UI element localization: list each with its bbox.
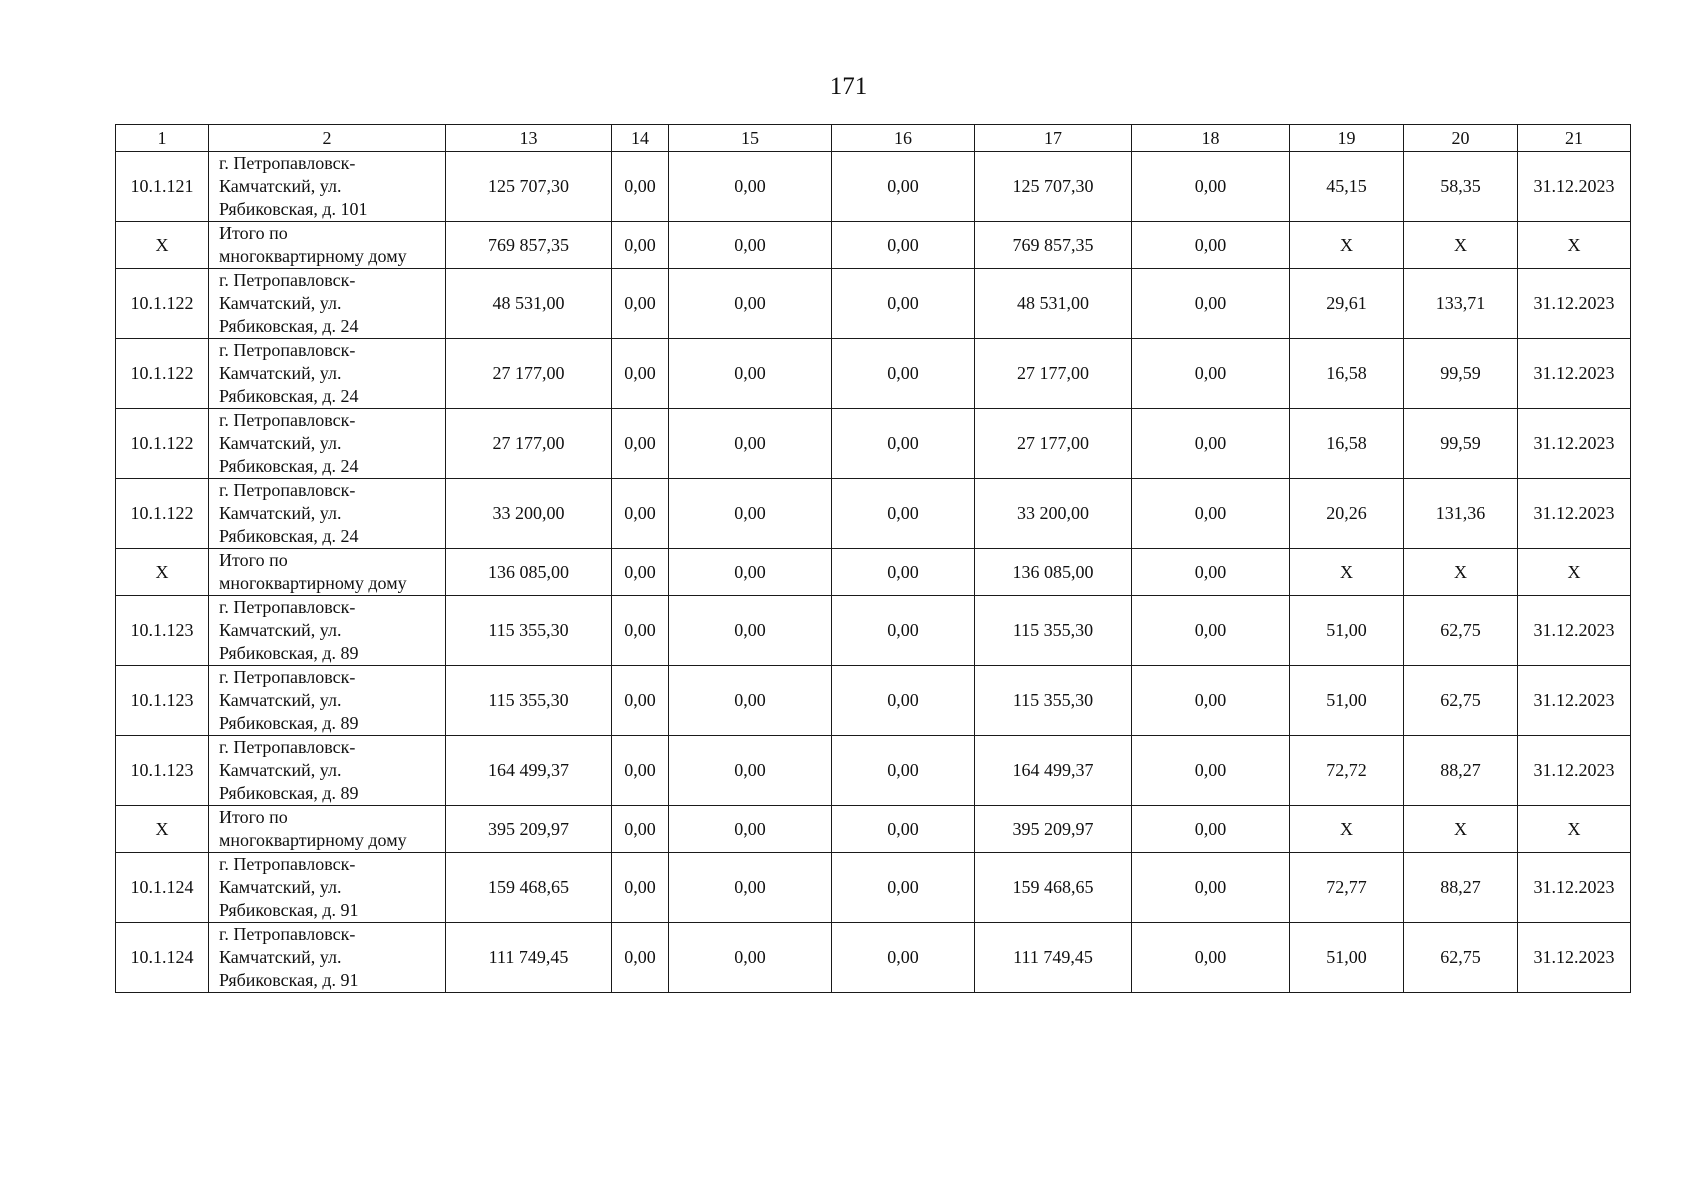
table-cell: X (1290, 806, 1404, 853)
table-cell: 62,75 (1404, 666, 1518, 736)
cell-text-line: Камчатский, ул. (219, 760, 342, 780)
table-cell: 27 177,00 (975, 409, 1132, 479)
table-cell: 16,58 (1290, 409, 1404, 479)
cell-text-line: Камчатский, ул. (219, 503, 342, 523)
column-header: 19 (1290, 125, 1404, 152)
table-cell (209, 596, 446, 666)
cell-text-line: Камчатский, ул. (219, 433, 342, 453)
table-cell: X (1518, 222, 1631, 269)
table-cell: 10.1.122 (116, 479, 209, 549)
table-cell: 0,00 (832, 549, 975, 596)
table-cell: 31.12.2023 (1518, 923, 1631, 993)
table-cell: 111 749,45 (446, 923, 612, 993)
table-cell: 395 209,97 (975, 806, 1132, 853)
table-cell: X (116, 549, 209, 596)
table-cell: 0,00 (669, 222, 832, 269)
table-cell: 0,00 (832, 806, 975, 853)
table-cell: 0,00 (1132, 806, 1290, 853)
column-header: 20 (1404, 125, 1518, 152)
table-cell: 0,00 (669, 269, 832, 339)
table-cell: 31.12.2023 (1518, 596, 1631, 666)
table-cell: 45,15 (1290, 152, 1404, 222)
cell-text-line: Камчатский, ул. (219, 363, 342, 383)
table-cell: 0,00 (832, 409, 975, 479)
column-header: 1 (116, 125, 209, 152)
table-cell (209, 736, 446, 806)
table-cell: X (1518, 549, 1631, 596)
table-cell: 88,27 (1404, 853, 1518, 923)
table-cell: X (1404, 549, 1518, 596)
table-cell: X (1290, 222, 1404, 269)
table-cell: 0,00 (669, 666, 832, 736)
table-cell: 159 468,65 (446, 853, 612, 923)
table-cell: 0,00 (669, 853, 832, 923)
table-row (116, 666, 1631, 736)
table-cell: 0,00 (832, 222, 975, 269)
cell-text-line: Рябиковская, д. 24 (219, 386, 359, 406)
column-header: 16 (832, 125, 975, 152)
table-cell: 395 209,97 (446, 806, 612, 853)
table-cell: 0,00 (612, 152, 669, 222)
column-header: 14 (612, 125, 669, 152)
table-cell: 0,00 (669, 596, 832, 666)
table-cell: 10.1.121 (116, 152, 209, 222)
cell-text-line: Рябиковская, д. 89 (219, 643, 359, 663)
table-cell: 0,00 (669, 339, 832, 409)
table-cell: 31.12.2023 (1518, 152, 1631, 222)
table-cell: 0,00 (1132, 269, 1290, 339)
table-row (116, 853, 1631, 923)
table-cell: 0,00 (1132, 923, 1290, 993)
table-cell: 0,00 (832, 666, 975, 736)
table-cell: 10.1.122 (116, 409, 209, 479)
table-cell: 27 177,00 (446, 409, 612, 479)
cell-text-line: Итого по (219, 550, 288, 570)
table-cell: X (1290, 549, 1404, 596)
table-cell: 31.12.2023 (1518, 666, 1631, 736)
table-cell: X (1518, 806, 1631, 853)
table-cell: 115 355,30 (446, 596, 612, 666)
table-cell: 33 200,00 (446, 479, 612, 549)
table-cell: 769 857,35 (975, 222, 1132, 269)
table-row (116, 923, 1631, 993)
table-cell: 0,00 (1132, 666, 1290, 736)
cell-text-line: Рябиковская, д. 24 (219, 526, 359, 546)
table-header (116, 125, 1631, 152)
table-cell (209, 806, 446, 853)
table-cell: 136 085,00 (975, 549, 1132, 596)
cell-text-line: г. Петропавловск- (219, 480, 356, 500)
table-cell: 0,00 (669, 409, 832, 479)
cell-text-line: многоквартирному дому (219, 573, 407, 593)
table-cell: 62,75 (1404, 923, 1518, 993)
table-cell: 10.1.123 (116, 736, 209, 806)
table-cell: 0,00 (832, 479, 975, 549)
table-cell: 0,00 (1132, 479, 1290, 549)
page-number: 171 (829, 73, 868, 100)
table-cell: 0,00 (1132, 339, 1290, 409)
table-cell: 0,00 (612, 853, 669, 923)
cell-text-line: Рябиковская, д. 91 (219, 900, 359, 920)
table-cell: 164 499,37 (975, 736, 1132, 806)
table-cell: 115 355,30 (975, 666, 1132, 736)
table-cell: 0,00 (832, 923, 975, 993)
cell-text-line: г. Петропавловск- (219, 667, 356, 687)
table-cell: 159 468,65 (975, 853, 1132, 923)
table-row (116, 479, 1631, 549)
table-cell: 0,00 (612, 806, 669, 853)
table-row (116, 409, 1631, 479)
table-cell: 0,00 (669, 806, 832, 853)
cell-text-line: Рябиковская, д. 24 (219, 316, 359, 336)
cell-text-line: Рябиковская, д. 101 (219, 199, 368, 219)
table-cell: 0,00 (669, 736, 832, 806)
cell-text-line: Камчатский, ул. (219, 877, 342, 897)
table-cell: 51,00 (1290, 596, 1404, 666)
cell-text-line: г. Петропавловск- (219, 597, 356, 617)
table-cell (209, 409, 446, 479)
table-cell: 115 355,30 (975, 596, 1132, 666)
table-cell: 99,59 (1404, 339, 1518, 409)
table-cell: X (1404, 222, 1518, 269)
table-cell: 0,00 (612, 222, 669, 269)
table-cell: 10.1.122 (116, 269, 209, 339)
cell-text-line: Камчатский, ул. (219, 176, 342, 196)
table-cell: X (116, 222, 209, 269)
table-cell: 27 177,00 (975, 339, 1132, 409)
table-cell: 10.1.123 (116, 666, 209, 736)
table-cell: 29,61 (1290, 269, 1404, 339)
cell-text-line: Камчатский, ул. (219, 620, 342, 640)
table-cell: 0,00 (612, 479, 669, 549)
table-cell (209, 222, 446, 269)
cell-text-line: г. Петропавловск- (219, 737, 356, 757)
table-cell: 48 531,00 (975, 269, 1132, 339)
table-cell: 0,00 (612, 549, 669, 596)
table-cell: 10.1.124 (116, 923, 209, 993)
table-cell: 72,77 (1290, 853, 1404, 923)
table-cell: 88,27 (1404, 736, 1518, 806)
table-cell: X (116, 806, 209, 853)
table-cell: 16,58 (1290, 339, 1404, 409)
table-cell: 31.12.2023 (1518, 479, 1631, 549)
cell-text-line: г. Петропавловск- (219, 270, 356, 290)
table-cell (209, 152, 446, 222)
table-cell: 0,00 (1132, 853, 1290, 923)
cell-text-line: Камчатский, ул. (219, 947, 342, 967)
table-cell: 31.12.2023 (1518, 736, 1631, 806)
cell-text-line: Итого по (219, 223, 288, 243)
table-cell: 0,00 (612, 409, 669, 479)
table-row (116, 596, 1631, 666)
table-cell (209, 923, 446, 993)
column-header: 2 (209, 125, 446, 152)
table-cell (209, 853, 446, 923)
table-cell: 58,35 (1404, 152, 1518, 222)
table-cell: 0,00 (612, 923, 669, 993)
table-cell: 0,00 (832, 152, 975, 222)
table-cell: 0,00 (669, 923, 832, 993)
table-row (116, 339, 1631, 409)
table-cell: 131,36 (1404, 479, 1518, 549)
cell-text-line: Рябиковская, д. 89 (219, 713, 359, 733)
table-cell: 0,00 (1132, 152, 1290, 222)
data-table (115, 124, 1631, 993)
table-cell: 0,00 (612, 269, 669, 339)
column-header: 13 (446, 125, 612, 152)
table-cell (209, 479, 446, 549)
table-cell: 0,00 (832, 853, 975, 923)
table-cell: X (1404, 806, 1518, 853)
table-cell: 111 749,45 (975, 923, 1132, 993)
column-header: 17 (975, 125, 1132, 152)
cell-text-line: Рябиковская, д. 91 (219, 970, 359, 990)
table-cell: 31.12.2023 (1518, 409, 1631, 479)
table-cell: 0,00 (1132, 596, 1290, 666)
table-cell: 125 707,30 (446, 152, 612, 222)
table-cell: 0,00 (612, 666, 669, 736)
table-cell: 0,00 (832, 339, 975, 409)
table-cell: 0,00 (669, 549, 832, 596)
table-cell: 51,00 (1290, 666, 1404, 736)
cell-text-line: г. Петропавловск- (219, 153, 356, 173)
table-cell: 10.1.122 (116, 339, 209, 409)
cell-text-line: многоквартирному дому (219, 830, 407, 850)
cell-text-line: Камчатский, ул. (219, 690, 342, 710)
column-header: 15 (669, 125, 832, 152)
table-cell: 99,59 (1404, 409, 1518, 479)
cell-text-line: г. Петропавловск- (219, 340, 356, 360)
table-cell: 136 085,00 (446, 549, 612, 596)
table-row (116, 736, 1631, 806)
table-cell: 0,00 (669, 479, 832, 549)
table-cell (209, 339, 446, 409)
table-cell: 31.12.2023 (1518, 339, 1631, 409)
table-cell: 0,00 (1132, 409, 1290, 479)
table-cell (209, 666, 446, 736)
total-row (116, 549, 1631, 596)
table-cell: 10.1.123 (116, 596, 209, 666)
table-cell: 0,00 (832, 269, 975, 339)
table-body (116, 152, 1631, 993)
table-cell: 164 499,37 (446, 736, 612, 806)
table-cell: 31.12.2023 (1518, 853, 1631, 923)
table-cell: 133,71 (1404, 269, 1518, 339)
table-cell: 125 707,30 (975, 152, 1132, 222)
cell-text-line: Итого по (219, 807, 288, 827)
table-cell: 31.12.2023 (1518, 269, 1631, 339)
table-cell: 0,00 (1132, 549, 1290, 596)
column-header: 21 (1518, 125, 1631, 152)
cell-text-line: г. Петропавловск- (219, 854, 356, 874)
table-cell: 0,00 (1132, 222, 1290, 269)
table-cell: 51,00 (1290, 923, 1404, 993)
table-cell: 769 857,35 (446, 222, 612, 269)
table-cell (209, 269, 446, 339)
table-cell: 10.1.124 (116, 853, 209, 923)
table-cell: 0,00 (612, 736, 669, 806)
table-cell: 0,00 (612, 339, 669, 409)
table-cell: 62,75 (1404, 596, 1518, 666)
total-row (116, 222, 1631, 269)
table-row (116, 152, 1631, 222)
table-cell: 33 200,00 (975, 479, 1132, 549)
header-row (116, 125, 1631, 152)
cell-text-line: г. Петропавловск- (219, 924, 356, 944)
table-cell: 0,00 (669, 152, 832, 222)
cell-text-line: Камчатский, ул. (219, 293, 342, 313)
table-cell: 0,00 (832, 736, 975, 806)
table-cell: 115 355,30 (446, 666, 612, 736)
column-header: 18 (1132, 125, 1290, 152)
table-cell: 0,00 (612, 596, 669, 666)
cell-text-line: г. Петропавловск- (219, 410, 356, 430)
table-cell (209, 549, 446, 596)
cell-text-line: Рябиковская, д. 24 (219, 456, 359, 476)
table-row (116, 269, 1631, 339)
table-cell: 0,00 (832, 596, 975, 666)
cell-text-line: Рябиковская, д. 89 (219, 783, 359, 803)
table-cell: 27 177,00 (446, 339, 612, 409)
cell-text-line: многоквартирному дому (219, 246, 407, 266)
total-row (116, 806, 1631, 853)
table-cell: 0,00 (1132, 736, 1290, 806)
table-cell: 20,26 (1290, 479, 1404, 549)
table-cell: 48 531,00 (446, 269, 612, 339)
table-cell: 72,72 (1290, 736, 1404, 806)
